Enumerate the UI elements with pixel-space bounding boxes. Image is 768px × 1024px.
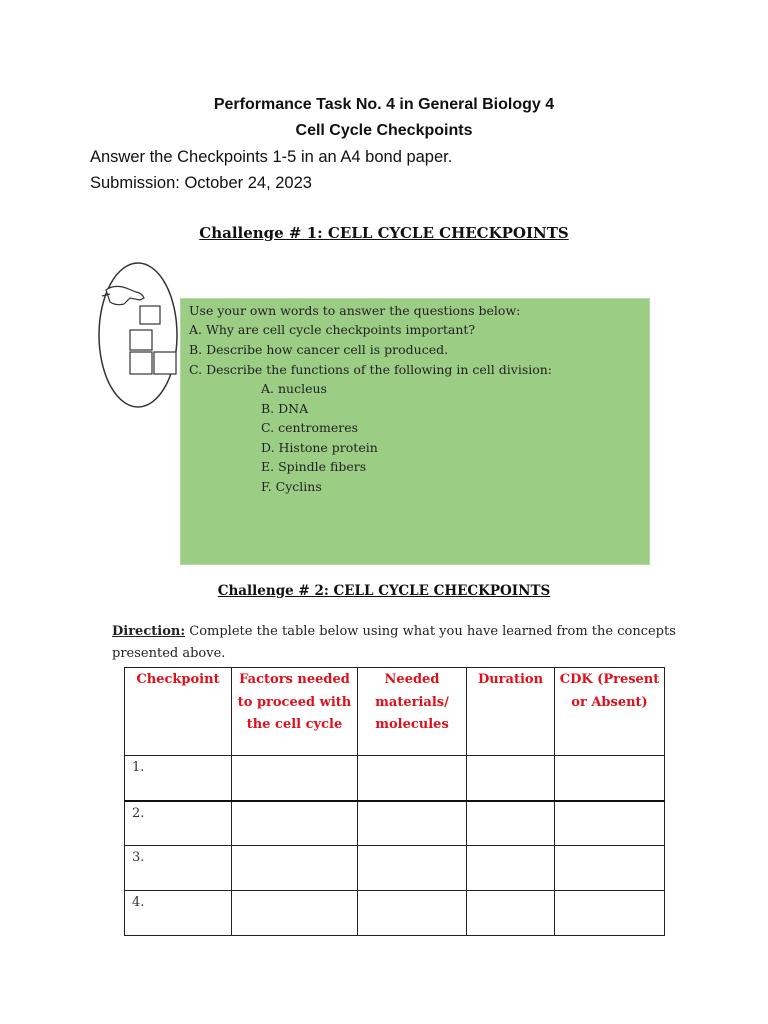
col-header-checkpoint: Checkpoint (125, 668, 232, 756)
direction-text: Complete the table below using what you have learned from the concepts presented above. (112, 624, 676, 661)
col-header-factors: Factors needed to proceed with the cell cycle (232, 668, 358, 756)
table-cell[interactable] (358, 756, 467, 801)
sub-item-centromeres: C. centromeres (261, 420, 359, 435)
question-c: C. Describe the functions of the following in cell division: (189, 362, 553, 377)
challenge-2-heading: Challenge # 2: CELL CYCLE CHECKPOINTS (217, 583, 551, 599)
row-number: 1. (125, 756, 232, 801)
table-cell[interactable] (555, 801, 665, 846)
table-cell[interactable] (555, 846, 665, 891)
table-cell[interactable] (232, 801, 358, 846)
row-number: 3. (125, 846, 232, 891)
table-cell[interactable] (232, 756, 358, 801)
hand-stacking-blocks-illustration (96, 260, 180, 410)
question-a: A. Why are cell cycle checkpoints important? (189, 322, 476, 337)
table-cell[interactable] (555, 891, 665, 936)
questions-box (180, 298, 650, 565)
table-cell[interactable] (555, 756, 665, 801)
table-row (125, 891, 665, 936)
table-cell[interactable] (467, 846, 555, 891)
sub-item-spindle: E. Spindle fibers (261, 459, 367, 474)
sub-item-cyclins: F. Cyclins (261, 479, 322, 494)
table-cell[interactable] (358, 846, 467, 891)
col-header-duration: Duration (467, 668, 555, 756)
table-cell[interactable] (232, 846, 358, 891)
table-cell[interactable] (467, 801, 555, 846)
table-cell[interactable] (467, 891, 555, 936)
table-cell[interactable] (232, 891, 358, 936)
question-b: B. Describe how cancer cell is produced. (189, 342, 449, 357)
table-cell[interactable] (467, 756, 555, 801)
checkpoint-table (124, 667, 665, 936)
direction-label: Direction: (112, 624, 186, 639)
col-header-materials: Needed materials/ molecules (358, 668, 467, 756)
table-header-row (125, 668, 665, 756)
row-number: 4. (125, 891, 232, 936)
table-row (125, 756, 665, 801)
col-header-cdk: CDK (Present or Absent) (555, 668, 665, 756)
direction-paragraph (112, 621, 692, 665)
table-cell[interactable] (358, 801, 467, 846)
table-row (125, 846, 665, 891)
table-row (125, 801, 665, 846)
sub-item-dna: B. DNA (261, 401, 309, 416)
page-subtitle: Cell Cycle Checkpoints (295, 122, 473, 139)
row-number: 2. (125, 801, 232, 846)
sub-item-histone: D. Histone protein (261, 440, 378, 455)
sub-item-nucleus: A. nucleus (261, 381, 327, 396)
challenge-1-heading: Challenge # 1: CELL CYCLE CHECKPOINTS (199, 224, 569, 242)
instruction-text: Answer the Checkpoints 1-5 in an A4 bond paper. (90, 148, 453, 166)
submission-date: Submission: October 24, 2023 (90, 174, 312, 192)
table-cell[interactable] (358, 891, 467, 936)
questions-intro: Use your own words to answer the questions below: (189, 303, 521, 318)
page-title: Performance Task No. 4 in General Biology 4 (213, 96, 555, 113)
